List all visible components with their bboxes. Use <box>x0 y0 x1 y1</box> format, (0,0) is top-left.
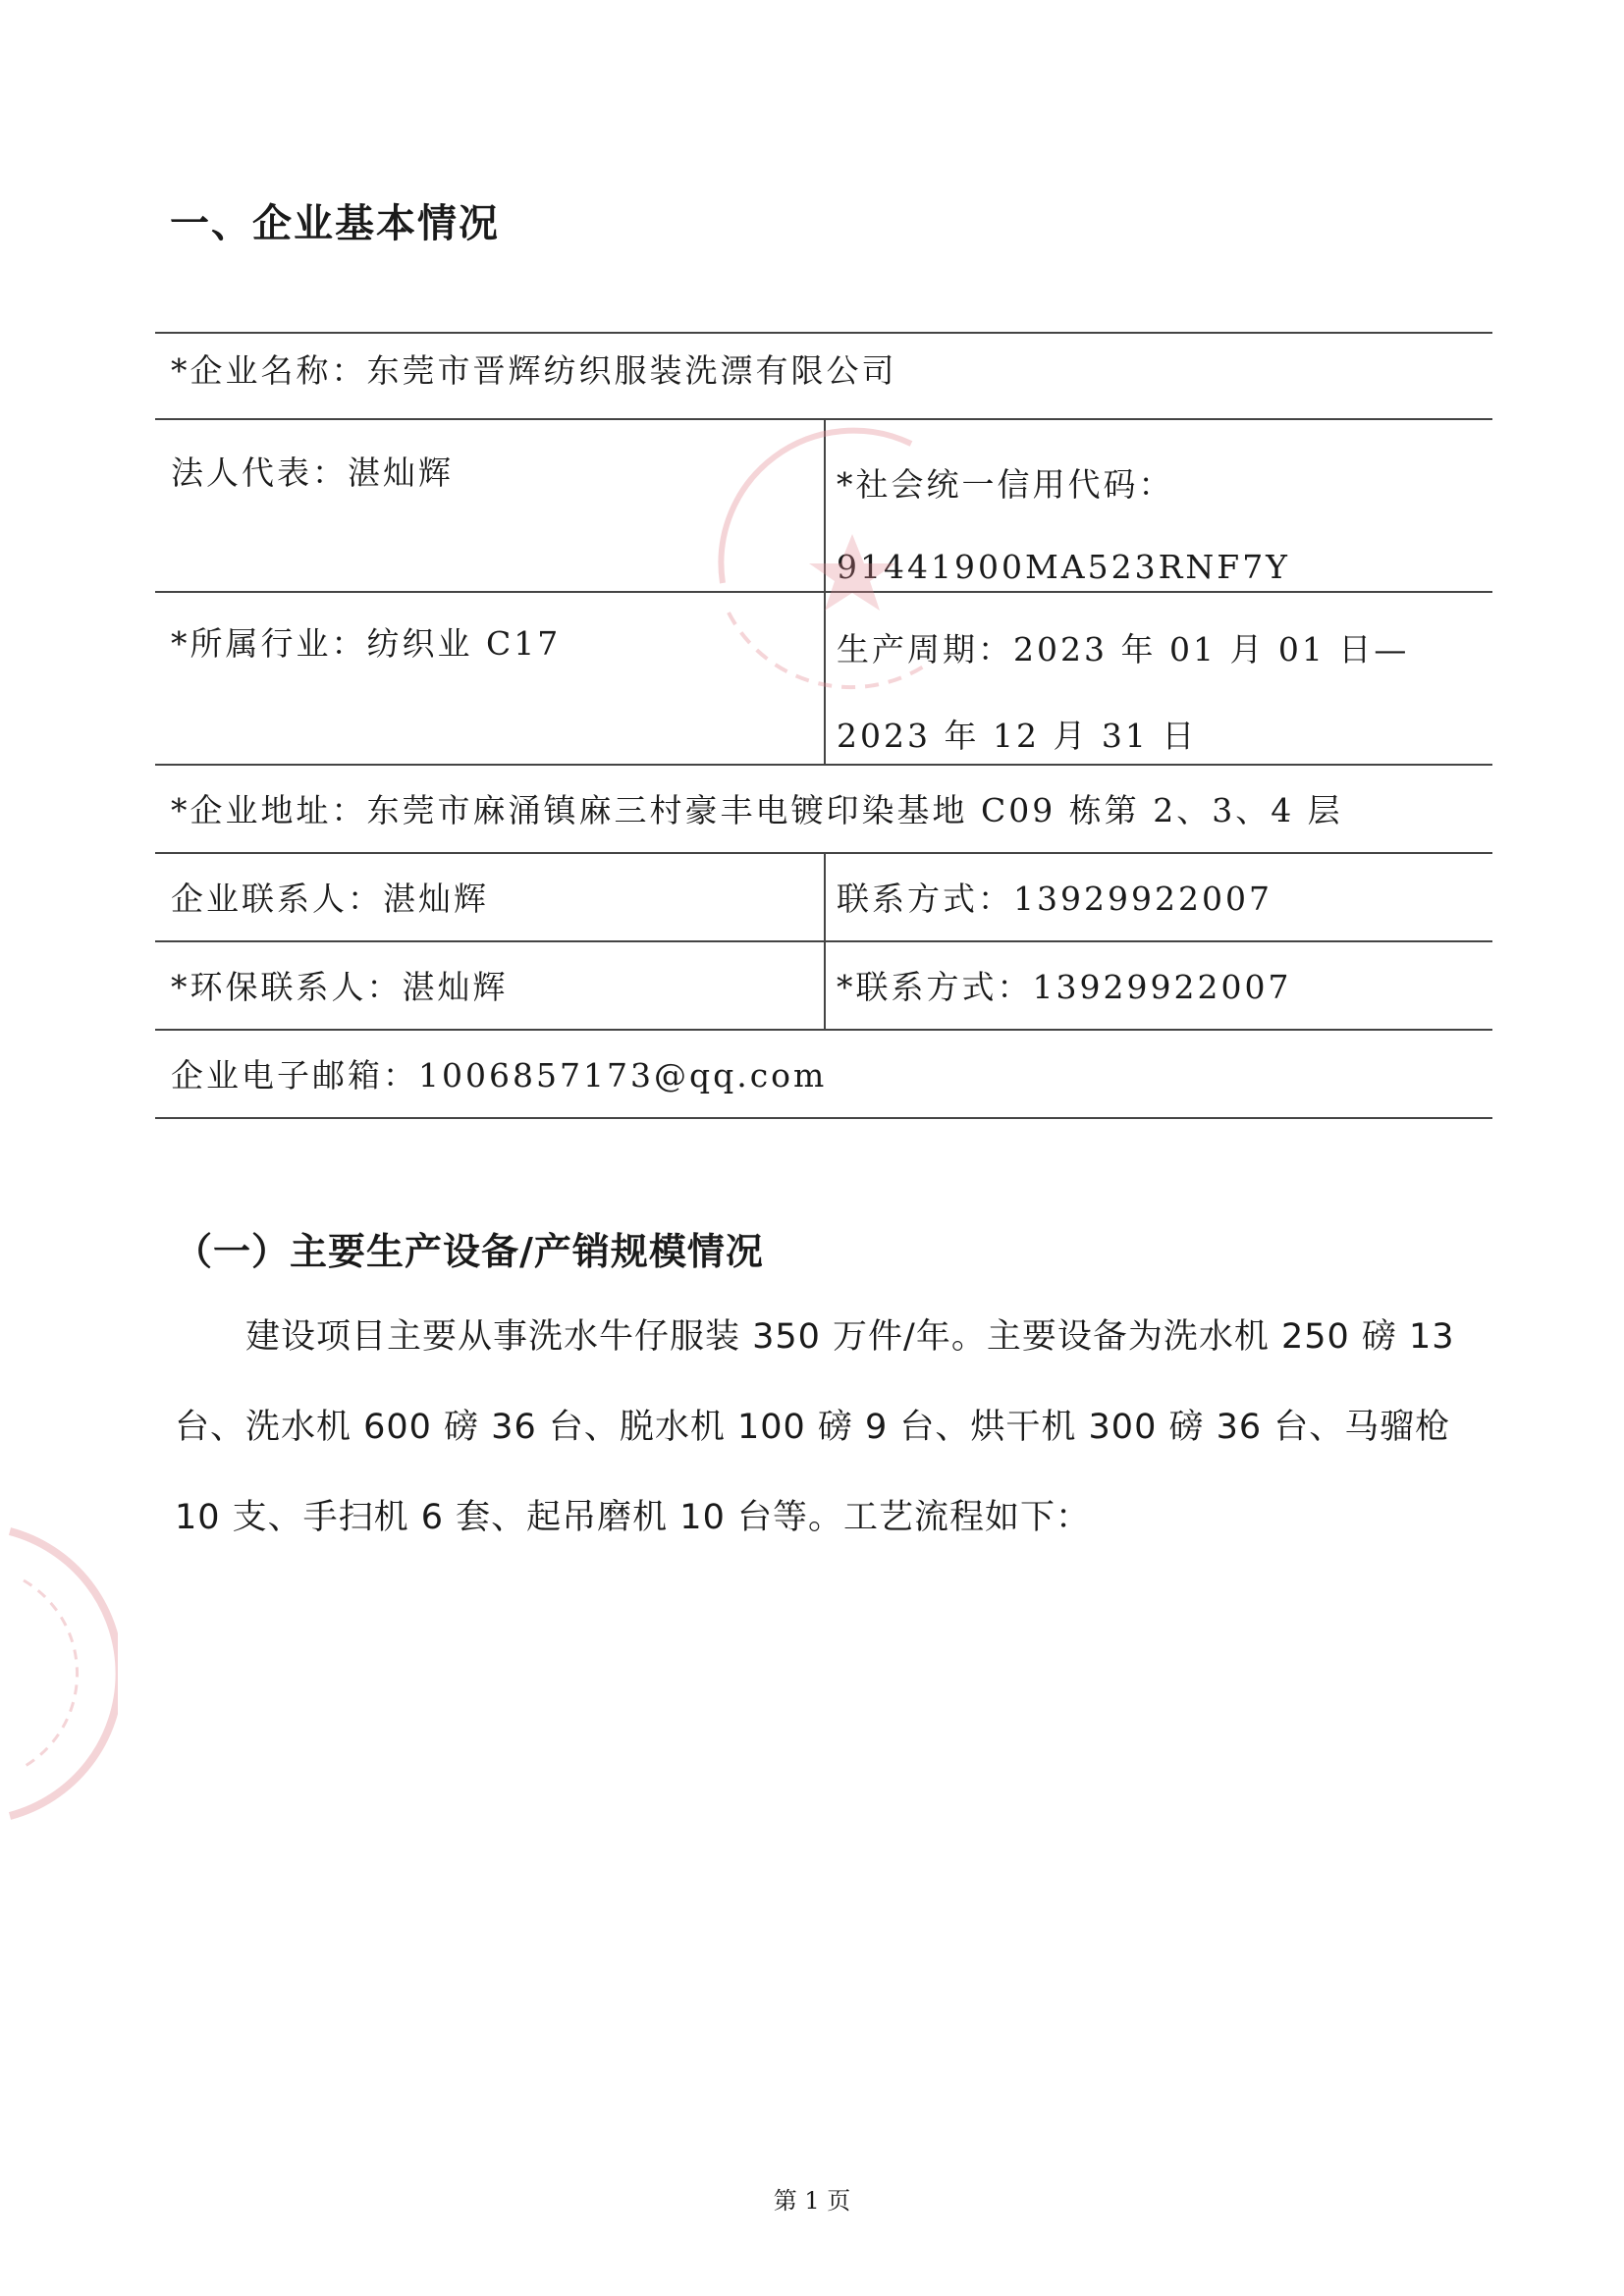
table-row <box>155 852 1492 940</box>
page-number: 第 1 页 <box>773 2187 851 2215</box>
credit-code-label: *社会统一信用代码： <box>837 465 1174 504</box>
company-info-table <box>155 332 1492 1119</box>
column-divider <box>824 593 826 764</box>
column-divider <box>824 420 826 591</box>
column-divider <box>824 854 826 940</box>
edge-seal-stamp <box>0 1512 118 1836</box>
subsection-title: （一）主要生产设备/产销规模情况 <box>175 1230 764 1273</box>
table-row <box>155 940 1492 1029</box>
table-row <box>155 764 1492 852</box>
contact-person: 企业联系人：湛灿辉 <box>171 880 489 918</box>
body-paragraph: 建设项目主要从事洗水牛仔服装 350 万件/年。主要设备为洗水机 250 磅 13 台、洗水机 600 磅 36 台、脱水机 100 磅 9 台、烘干机 300 磅 36 台、马骝枪 10 支、手扫机 6 套、起吊磨机 10 台等。工艺流程如下： <box>175 1317 1455 1537</box>
column-divider <box>824 942 826 1029</box>
table-row <box>155 1029 1492 1119</box>
contact-phone: 联系方式：13929922007 <box>837 880 1272 918</box>
company-name: *企业名称：东莞市晋辉纺织服装洗漂有限公司 <box>171 351 897 390</box>
legal-representative: 法人代表：湛灿辉 <box>171 454 454 492</box>
company-address: *企业地址：东莞市麻涌镇麻三村豪丰电镀印染基地 C09 栋第 2、3、4 层 <box>171 791 1343 829</box>
industry: *所属行业：纺织业 C17 <box>171 624 562 663</box>
production-period: 生产周期：2023 年 01 月 01 日—2023 年 12 月 31 日 <box>837 630 1410 755</box>
env-contact-person: *环保联系人：湛灿辉 <box>171 968 509 1006</box>
company-email: 企业电子邮箱：1006857173@qq.com <box>171 1056 828 1095</box>
table-row <box>155 591 1492 764</box>
credit-code-value: 91441900MA523RNF7Y <box>837 548 1290 586</box>
page-title: 一、企业基本情况 <box>170 201 500 246</box>
table-row <box>155 332 1492 418</box>
env-contact-phone: *联系方式：13929922007 <box>837 968 1292 1006</box>
table-row <box>155 418 1492 591</box>
credit-code-cell <box>837 444 1475 609</box>
